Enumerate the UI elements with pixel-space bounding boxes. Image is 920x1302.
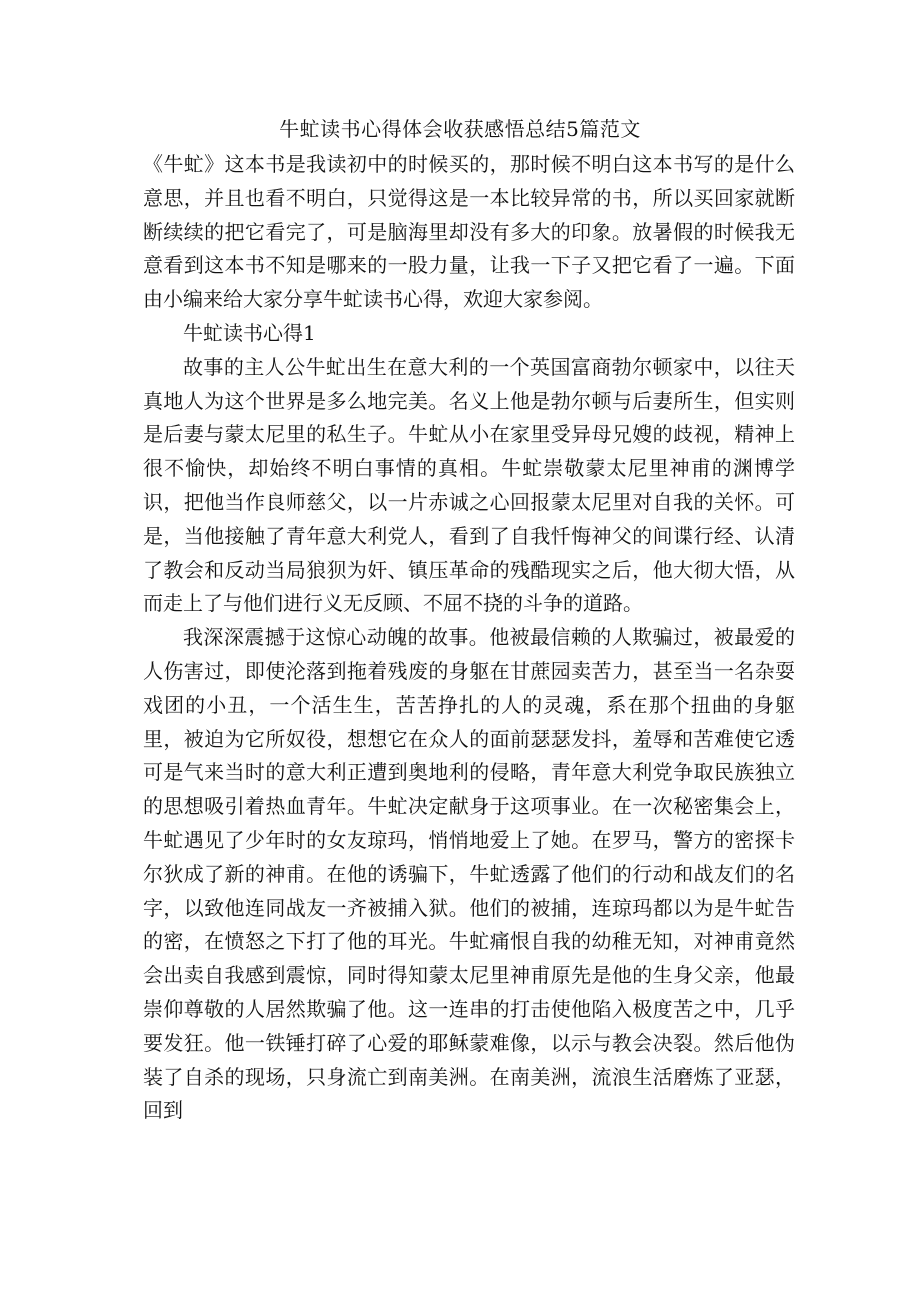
document-body <box>143 148 795 1128</box>
section-heading: 牛虻读书心得1 <box>183 320 316 345</box>
intro-paragraph: 《牛虻》这本书是我读初中的时候买的，那时候不明白这本书写的是什么意思，并且也看不明白，只觉得这是一本比较异常的书，所以买回家就断断续续的把它看完了，可是脑海里却没有多大的印象。放暑假的时候我无意看到这本书不知是哪来的一股力量，让我一下子又把它看了一遍。下面由小编来给大家分享牛虻读书心得，欢迎大家参阅。 <box>143 152 795 312</box>
document-title: 牛虻读书心得体会收获感悟总结5篇范文 <box>279 117 641 141</box>
body-paragraph: 故事的主人公牛虻出生在意大利的一个英国富商勃尔顿家中，以往天真地人为这个世界是多么地完美。名义上他是勃尔顿与后妻所生，但实则是后妻与蒙太尼里的私生子。牛虻从小在家里受异母兄嫂的歧视，精神上很不愉快，却始终不明白事情的真相。牛虻崇敬蒙太尼里神甫的渊博学识，把他当作良师慈父，以一片赤诚之心回报蒙太尼里对自我的关怀。可是，当他接触了青年意大利党人，看到了自我忏悔神父的间谍行经、认清了教会和反动当局狼狈为奸、镇压革命的残酷现实之后，他大彻大悟，从而走上了与他们进行义无反顾、不屈不挠的斗争的道路。 <box>143 354 795 616</box>
body-paragraph: 我深深震撼于这惊心动魄的故事。他被最信赖的人欺骗过，被最爱的人伤害过，即使沦落到拖着残废的身躯在甘蔗园卖苦力，甚至当一名杂耍戏团的小丑，一个活生生，苦苦挣扎的人的灵魂，系在那个扭曲的身躯里，被迫为它所奴役，想想它在众人的面前瑟瑟发抖，羞辱和苦难使它透可是气来当时的意大利正遭到奥地利的侵略，青年意大利党争取民族独立的思想吸引着热血青年。牛虻决定献身于这项事业。在一次秘密集会上，牛虻遇见了少年时的女友琼玛，悄悄地爱上了她。在罗马，警方的密探卡尔狄成了新的神甫。在他的诱骗下，牛虻透露了他们的行动和战友们的名字，以致他连同战友一齐被捕入狱。他们的被捕，连琼玛都以为是牛虻告的密，在愤怒之下打了他的耳光。牛虻痛恨自我的幼稚无知，对神甫竟然会出卖自我感到震惊，同时得知蒙太尼里神甫原先是他的生身父亲，他最崇仰尊敬的人居然欺骗了他。这一连串的打击使他陷入极度苦之中，几乎要发狂。他一铁锤打碎了心爱的耶稣蒙难像，以示与教会决裂。然后他伪装了自杀的现场，只身流亡到南美洲。在南美洲，流浪生活磨炼了亚瑟，回到 <box>143 625 795 1123</box>
